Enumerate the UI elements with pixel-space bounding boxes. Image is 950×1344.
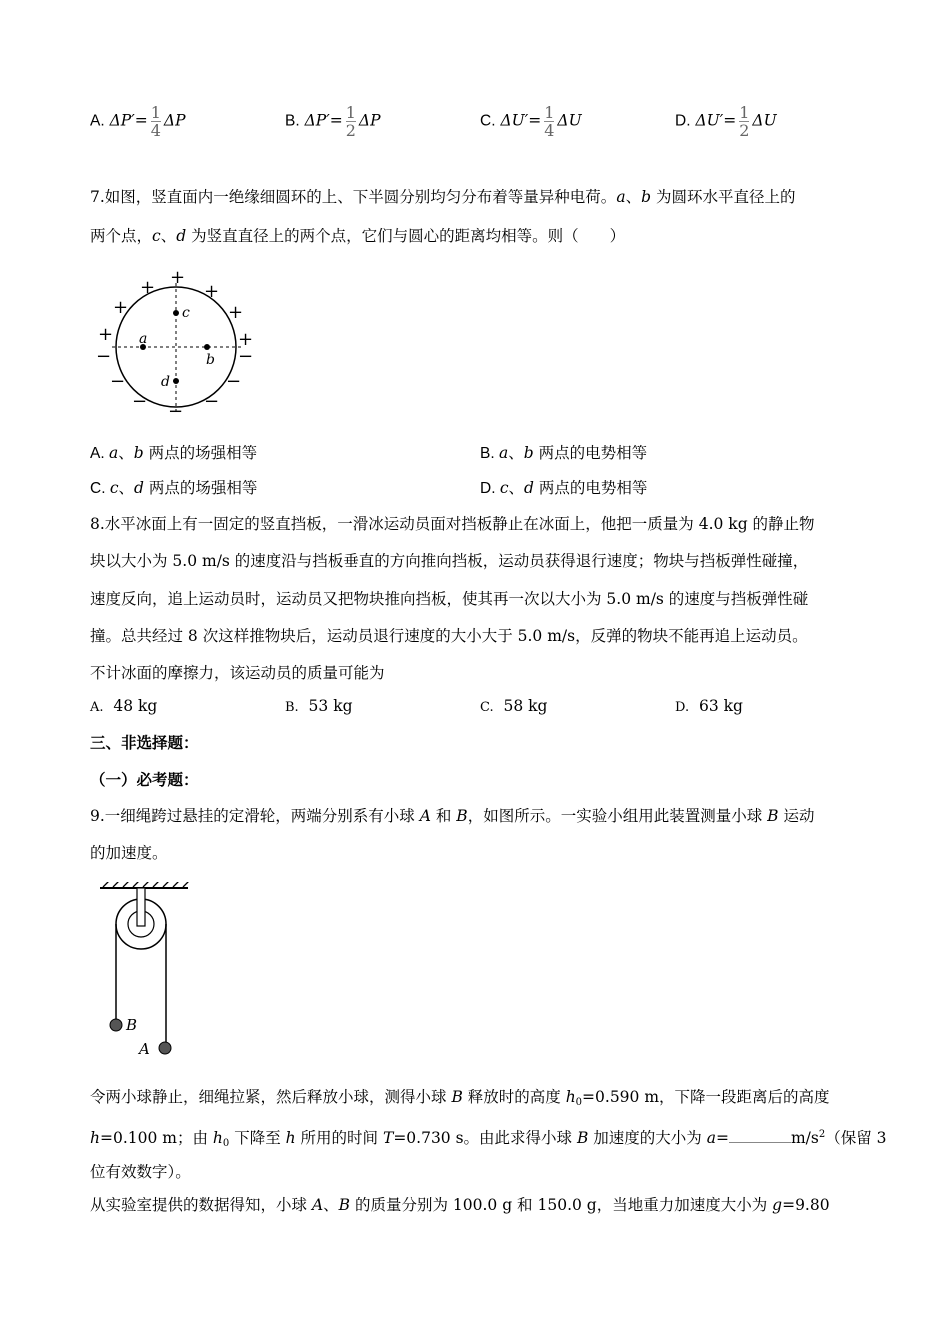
text-segment: B [767,807,779,825]
text-segment: T [382,1129,394,1147]
text-segment: 、 [118,479,135,497]
label-b: B [126,1016,138,1034]
text-segment: B. [480,445,499,462]
option-lhs: ΔU′= [695,111,737,130]
text-segment: a [498,444,509,462]
ball-b [110,1019,122,1031]
text-segment: 两个点， [90,227,153,245]
text-segment: 、 [625,188,642,206]
text-segment: d [524,479,534,497]
q7-stem-line-1 [90,187,795,207]
text-segment: 所用的时间 [295,1129,383,1147]
label-b: b [206,352,215,368]
text-segment: 两点的场强相等 [143,444,258,462]
pulley-figure [95,882,195,1062]
text-segment: 、 [508,479,525,497]
text-segment: 、 [323,1196,339,1214]
plus-sign: + [98,324,114,345]
option-value: 58 kg [503,697,548,715]
minus-sign: − [226,371,242,392]
option-label: C. [480,112,496,130]
text-segment: 两点的电势相等 [533,479,648,497]
q8-stem-line-5 [90,663,385,683]
text-segment: m/s [790,1129,819,1147]
option-value: 53 kg [308,697,353,715]
numerator: 1 [150,103,161,122]
plus-sign: + [170,267,186,288]
ball-a [159,1042,171,1054]
text-segment: B [451,1088,463,1106]
numerator: 1 [544,103,555,122]
q7-option-a [90,443,257,464]
text-segment: c [109,479,119,497]
text-segment: c [152,227,161,245]
q9-stem-line-3 [90,1087,830,1113]
text-segment: b [641,188,652,206]
text-segment: 和 [430,807,457,825]
fraction [544,104,554,139]
text-segment: 9. [90,807,105,825]
q8-stem-line-1 [90,514,815,534]
text-segment: h [285,1129,296,1147]
option-rhs: ΔP [163,111,186,130]
text-segment: B [338,1196,351,1214]
q6-option-d [675,104,777,139]
q9-stem-line-1 [90,806,814,826]
text-segment: 如图，竖直面内一绝缘细圆环的上、下半圆分别均匀分布着等量异种电荷。 [104,188,617,206]
option-label: A. [90,112,105,130]
text-segment: 从实验室提供的数据得知，小球 [90,1196,312,1214]
plus-sign: + [140,277,156,298]
minus-sign: − [96,346,112,367]
subsection-heading: （一）必考题： [90,771,199,789]
plus-sign: + [113,297,129,318]
option-rhs: ΔU [557,111,582,130]
text-segment: h [212,1129,223,1147]
text-segment: =0.590 m，下降一段距离后的高度 [582,1088,830,1106]
answer-blank[interactable] [729,1128,791,1143]
text-segment: 两点的场强相等 [143,479,258,497]
text-segment: B [576,1129,589,1147]
q8-option-d [675,697,743,715]
q7-stem-line-2 [90,226,625,246]
minus-sign: − [168,401,184,420]
option-label: C. [480,700,494,715]
text-segment: 撞。总共经过 8 次这样推物块后，运动员退行速度的大小大于 5.0 m/s，反弹的物块不能再追上运动员。 [90,627,808,645]
text-segment: D. [480,480,500,497]
label-c: c [182,305,190,321]
option-lhs: ΔP′= [304,111,343,130]
numerator: 1 [345,103,356,122]
ceiling-hatch [103,882,189,887]
denominator: 2 [345,121,356,140]
option-label: B. [285,700,299,715]
option-rhs: ΔP [358,111,381,130]
text-segment: 2 [818,1129,826,1140]
text-segment: b [133,444,144,462]
text-segment: h [565,1088,576,1106]
text-segment: 8. [90,515,105,533]
plus-sign: + [204,281,220,302]
text-segment: c [499,479,509,497]
text-segment: （保留 3 [825,1129,887,1147]
minus-sign: − [204,391,220,412]
minus-sign: − [238,346,254,367]
option-label: D. [675,112,691,130]
text-segment: a [706,1129,716,1147]
q8-option-a [90,697,157,715]
text-segment: 速度反向，追上运动员时，运动员又把物块推向挡板，使其再一次以大小为 5.0 m/s 的速度与挡板弹性碰 [90,590,809,608]
point-b [204,344,210,350]
text-segment: =9.80 [782,1196,830,1214]
label-a: A [139,1040,150,1058]
text-segment: 下降至 [229,1129,286,1147]
text-segment: 7. [90,188,105,206]
text-segment: 为竖直直径上的两个点，它们与圆心的距离均相等。则（ ） [186,227,626,245]
text-segment: h [90,1129,100,1147]
q7-option-d [480,478,647,499]
numerator: 1 [739,103,750,122]
text-segment: 两点的电势相等 [533,444,648,462]
q9-stem-line-2 [90,843,168,863]
text-segment: 释放时的高度 [462,1088,566,1106]
text-segment: 一细绳跨过悬挂的定滑轮，两端分别系有小球 [104,807,420,825]
label-d: d [161,374,170,390]
text-segment: A [419,807,431,825]
plus-sign: + [238,329,254,350]
plus-sign: + [228,302,244,323]
text-segment: 位有效数字）。 [90,1163,191,1181]
text-segment: ，如图所示。一实验小组用此装置测量小球 [467,807,768,825]
option-rhs: ΔU [752,111,777,130]
text-segment: 、 [160,227,177,245]
text-segment: a [108,444,119,462]
text-segment: 水平冰面上有一固定的竖直挡板，一滑冰运动员面对挡板静止在冰面上，他把一质量为 4.0 kg 的静止物 [104,515,815,533]
option-lhs: ΔP′= [109,111,148,130]
q8-stem-line-2 [90,551,808,571]
q7-option-c [90,478,257,499]
denominator: 4 [544,121,555,140]
point-c [173,310,179,316]
text-segment: d [134,479,144,497]
text-segment: 令两小球静止，细绳拉紧，然后释放小球，测得小球 [90,1088,452,1106]
option-lhs: ΔU′= [500,111,542,130]
text-segment: 块以大小为 5.0 m/s 的速度沿与挡板垂直的方向推向挡板，运动员获得退行速度；物块与挡板弹性碰撞， [90,552,809,570]
q6-option-c [480,104,582,139]
text-segment: = [715,1129,729,1147]
text-segment: 的加速度。 [90,844,168,862]
option-label: A. [90,700,104,715]
text-segment: C. [90,480,110,497]
q6-option-b [285,104,381,139]
text-segment: 的质量分别为 100.0 g 和 150.0 g，当地重力加速度大小为 [350,1196,773,1214]
text-segment: 、 [508,444,524,462]
denominator: 4 [150,121,161,140]
text-segment: A [311,1196,324,1214]
point-d [173,378,179,384]
minus-sign: − [132,391,148,412]
q9-stem-line-6 [90,1195,830,1215]
q8-option-b [285,697,353,715]
option-value: 48 kg [113,697,158,715]
minus-sign: − [110,371,126,392]
charged-ring-figure [92,265,257,420]
text-segment: g [772,1196,783,1214]
fraction [346,104,356,139]
pulley-mount [137,888,145,926]
text-segment: 加速度的大小为 [588,1129,707,1147]
text-segment: B [456,807,468,825]
fraction [739,104,749,139]
text-segment: 不计冰面的摩擦力，该运动员的质量可能为 [90,664,385,682]
text-segment: a [616,188,626,206]
text-segment: =0.100 m；由 [99,1129,213,1147]
text-segment: 0 [575,1097,583,1108]
denominator: 2 [739,121,750,140]
q8-option-c [480,697,547,715]
q9-stem-line-4 [90,1125,887,1154]
text-segment: =0.730 s。由此求得小球 [393,1129,577,1147]
q6-option-a [90,104,186,139]
fraction [151,104,161,139]
text-segment: 运动 [778,807,815,825]
option-label: D. [675,700,690,715]
option-label: B. [285,112,300,130]
ring [116,287,236,407]
label-a: a [139,331,148,347]
text-segment: b [523,444,534,462]
q8-stem-line-3 [90,589,808,609]
q7-option-b [480,443,647,464]
q9-stem-line-5 [90,1162,191,1182]
text-segment: 0 [222,1138,230,1149]
section-heading: 三、非选择题： [90,734,199,752]
q8-stem-line-4 [90,626,808,646]
text-segment: d [176,227,187,245]
text-segment: A. [90,445,109,462]
text-segment: 、 [118,444,134,462]
text-segment: 为圆环水平直径上的 [651,188,796,206]
option-value: 63 kg [698,697,743,715]
